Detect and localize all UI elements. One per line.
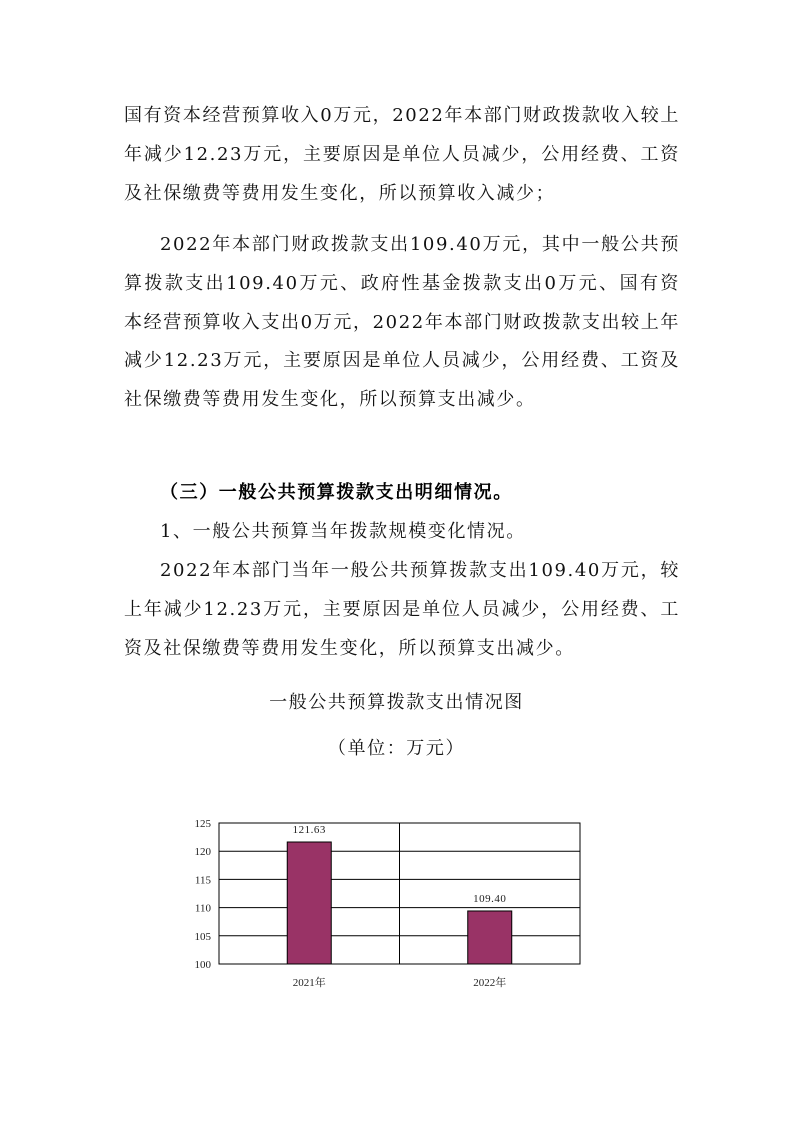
y-tick-labels — [195, 818, 212, 971]
x-tick-labels — [293, 975, 507, 989]
data-label: 121.63 — [292, 824, 326, 837]
x-tick-label: 2021年 — [292, 977, 326, 989]
y-tick-label: 115 — [194, 874, 211, 887]
paragraph-1: 国有资本经营预算收入0万元，2022年本部门财政拨款收入较上年减少12.23万元，主要原因是单位人员减少，公用经费、工资及社保缴费等费用发生变化，所以预算收入减少； — [124, 105, 680, 204]
x-tick-label: 2022年 — [473, 977, 507, 989]
y-tick-label: 120 — [194, 846, 211, 859]
chart-unit: （单位：万元） — [327, 738, 466, 759]
chart-title: 一般公共预算拨款支出情况图 — [269, 692, 524, 713]
paragraph-2: 2022年本部门财政拨款支出109.40万元，其中一般公共预算拨款支出109.40万元、政府性基金拨款支出0万元、国有资本经营预算收入支出0万元，2022年本部门财政拨款支出较上年减少12.23万元，主要原因是单位人员减少，公用经费、工资及社保缴费等费用发生变化，所以预算支出减少。 — [124, 234, 680, 411]
y-tick-label: 100 — [194, 959, 211, 971]
bar — [468, 911, 512, 964]
sub-heading: 1、一般公共预算当年拨款规模变化情况。 — [160, 521, 526, 542]
y-tick-label: 125 — [194, 818, 211, 830]
bar — [287, 842, 331, 964]
section-heading: （三）一般公共预算拨款支出明细情况。 — [160, 482, 513, 503]
y-tick-label: 110 — [194, 902, 211, 915]
paragraph-3: 2022年本部门当年一般公共预算拨款支出109.40万元，较上年减少12.23万元，主要原因是单位人员减少，公用经费、工资及社保缴费等费用发生变化，所以预算支出减少。 — [124, 560, 680, 659]
data-label: 109.40 — [473, 892, 507, 905]
y-tick-label: 105 — [194, 930, 211, 943]
